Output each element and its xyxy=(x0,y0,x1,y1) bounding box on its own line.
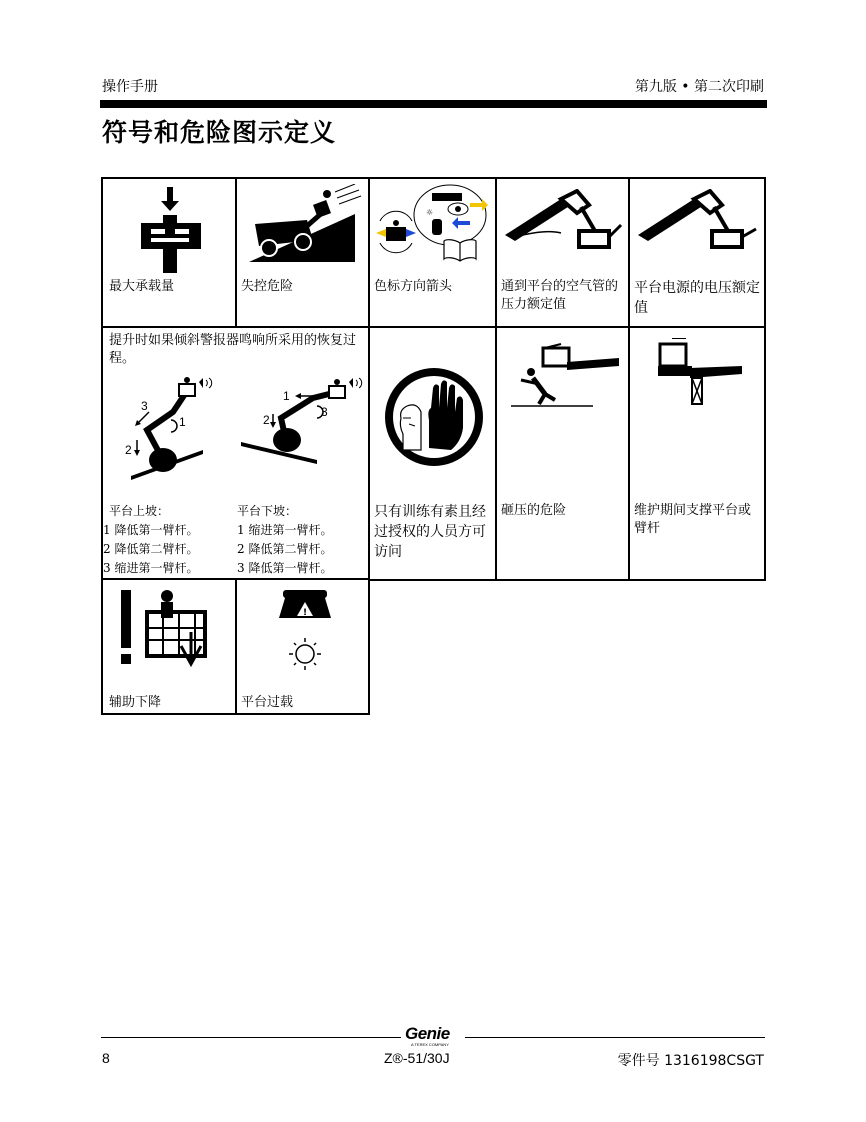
part-number: 零件号 1316198CSGT xyxy=(617,1053,764,1069)
caption-auxiliary-lowering: 辅助下降 xyxy=(109,695,162,710)
caption-tipover-hazard: 失控危险 xyxy=(241,279,294,294)
footer-rule-left xyxy=(101,1037,401,1038)
cell-authorized-only xyxy=(368,326,497,581)
uphill-step-2: 2 降低第二臂杆。 xyxy=(103,542,199,556)
tipover-hazard-icon xyxy=(247,184,363,264)
caption-voltage-rating: 平台电源的电压额定值 xyxy=(634,280,760,316)
tilt-recovery-intro: 提升时如果倾斜警报器鸣响所采用的恢复过程。 xyxy=(109,333,357,366)
cell-support-platform xyxy=(628,326,766,581)
cell-max-load xyxy=(101,177,237,328)
platform-overload-icon xyxy=(275,588,335,676)
caption-max-load: 最大承载量 xyxy=(109,279,175,294)
model-name: Z®-51/30J xyxy=(384,1050,450,1066)
footer-rule-right xyxy=(465,1037,765,1038)
cell-crush-hazard xyxy=(495,326,630,581)
cell-air-pressure xyxy=(495,177,630,328)
cell-auxiliary-lowering xyxy=(101,578,237,715)
downhill-step-3: 3 降低第一臂杆。 xyxy=(237,561,333,575)
downhill-step-1: 1 缩进第一臂杆。 xyxy=(237,523,333,537)
diagram-number-1b: 1 xyxy=(283,389,290,403)
diagram-number-2b: 2 xyxy=(263,413,270,427)
caption-crush-hazard: 砸压的危险 xyxy=(501,503,567,518)
genie-logo: Genie xyxy=(405,1024,450,1043)
uphill-step-3: 3 缩进第一臂杆。 xyxy=(103,561,199,575)
support-platform-icon xyxy=(656,338,744,406)
cell-platform-overload xyxy=(235,578,370,715)
diagram-number-2: 2 xyxy=(125,443,132,457)
diagram-number-1: 1 xyxy=(179,415,186,429)
max-load-icon xyxy=(137,187,203,279)
cell-voltage-rating xyxy=(628,177,766,328)
uphill-step-1: 1 降低第一臂杆。 xyxy=(103,523,199,537)
color-direction-arrows-icon xyxy=(374,181,496,263)
caption-air-pressure: 通到平台的空气管的压力额定值 xyxy=(501,279,619,312)
caption-support-platform: 维护期间支撑平台或臂杆 xyxy=(634,503,752,536)
diagram-number-3b: 3 xyxy=(321,405,328,419)
header-manual-title: 操作手册 xyxy=(102,79,158,95)
cell-tipover-hazard xyxy=(235,177,370,328)
header-rule xyxy=(100,100,767,108)
header-edition: 第九版 • 第二次印刷 xyxy=(634,79,764,95)
downhill-step-2: 2 降低第二臂杆。 xyxy=(237,542,333,556)
cell-color-arrows xyxy=(368,177,497,328)
svg-text:!: ! xyxy=(303,608,308,618)
no-entry-hand-icon xyxy=(381,364,487,470)
crush-hazard-icon xyxy=(509,340,623,408)
downhill-title: 平台下坡： xyxy=(237,504,298,518)
auxiliary-lowering-icon xyxy=(117,588,229,670)
power-voltage-icon xyxy=(638,189,758,259)
page-number: 8 xyxy=(102,1050,110,1066)
svg-text:☼: ☼ xyxy=(426,208,434,217)
uphill-title: 平台上坡： xyxy=(109,504,170,518)
caption-platform-overload: 平台过载 xyxy=(241,695,294,710)
diagram-number-3: 3 xyxy=(141,399,148,413)
page-title: 符号和危险图示定义 xyxy=(102,118,337,147)
cell-tilt-recovery xyxy=(101,326,370,581)
uphill-recovery-diagram xyxy=(123,376,227,482)
air-line-pressure-icon xyxy=(505,189,623,259)
downhill-recovery-diagram xyxy=(237,374,365,464)
caption-authorized-only: 只有训练有素且经过授权的人员方可访问 xyxy=(374,504,486,560)
caption-color-arrows: 色标方向箭头 xyxy=(374,279,453,294)
genie-logo-sub: A TEREX COMPANY xyxy=(411,1042,449,1047)
